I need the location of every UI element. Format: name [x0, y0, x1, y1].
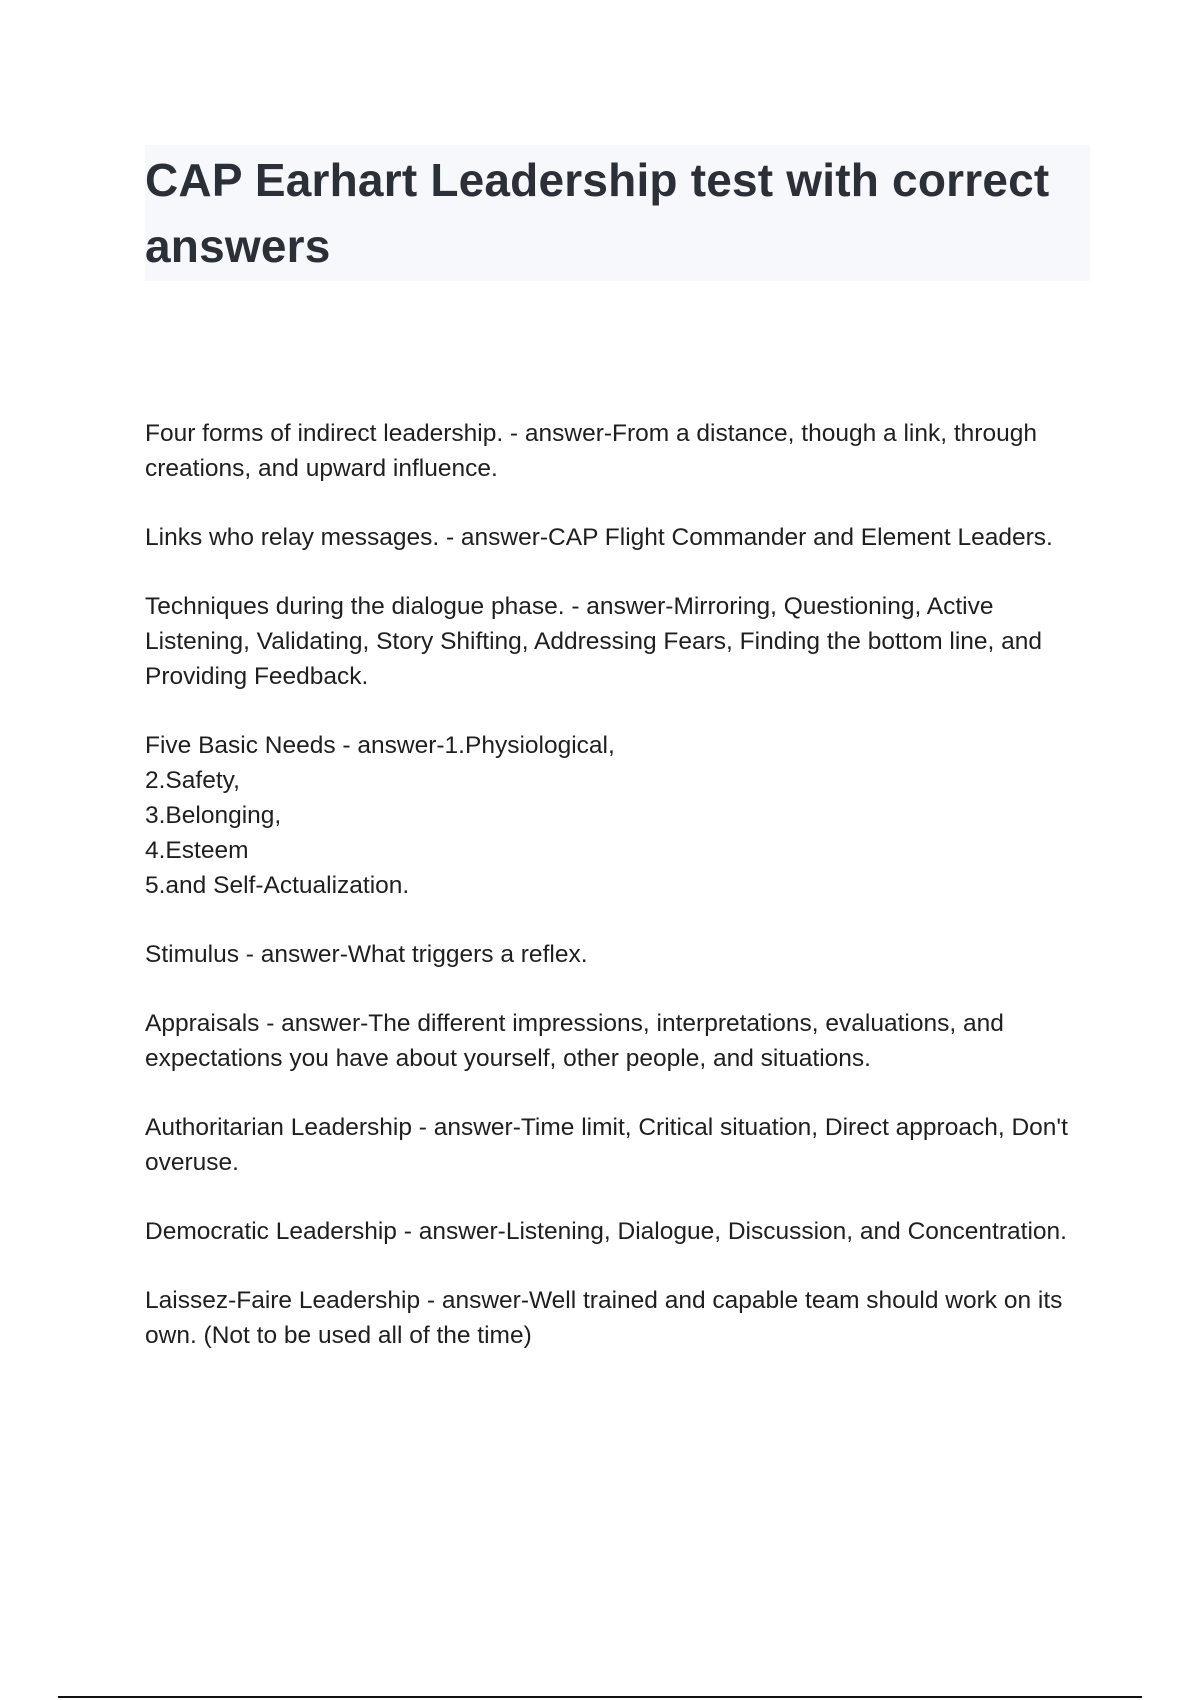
qa-item-democratic-leadership: Democratic Leadership - answer-Listening, Dialogue, Discussion, and Concentration.	[145, 1218, 1067, 1245]
title-banner	[145, 145, 1090, 281]
qa-item-dialogue-techniques: Techniques during the dialogue phase. - answer-Mirroring, Questioning, Active Listening, Validating, Story Shifting, Addressing Fears, Finding the bottom line, and Providing Feedback.	[145, 593, 1043, 690]
qa-item-indirect-leadership: Four forms of indirect leadership. - answer-From a distance, though a link, through creations, and upward influence.	[145, 420, 1037, 482]
qa-item-relay-links: Links who relay messages. - answer-CAP Flight Commander and Element Leaders.	[145, 524, 1053, 551]
footer-divider	[58, 1696, 1142, 1698]
qa-item-basic-needs: Five Basic Needs - answer-1.Physiological, 2.Safety, 3.Belonging, 4.Esteem 5.and Self-Actualization.	[145, 732, 615, 899]
qa-item-laissez-faire-leadership: Laissez-Faire Leadership - answer-Well trained and capable team should work on its own. (Not to be used all of the time)	[145, 1287, 1063, 1349]
qa-item-authoritarian-leadership: Authoritarian Leadership - answer-Time limit, Critical situation, Direct approach, Don't overuse.	[145, 1114, 1068, 1176]
qa-item-appraisals: Appraisals - answer-The different impressions, interpretations, evaluations, and expectations you have about yourself, other people, and situations.	[145, 1010, 1004, 1072]
qa-list	[145, 416, 1075, 1387]
qa-item-stimulus: Stimulus - answer-What triggers a reflex.	[145, 941, 588, 968]
page-title: CAP Earhart Leadership test with correct answers	[145, 154, 1050, 272]
